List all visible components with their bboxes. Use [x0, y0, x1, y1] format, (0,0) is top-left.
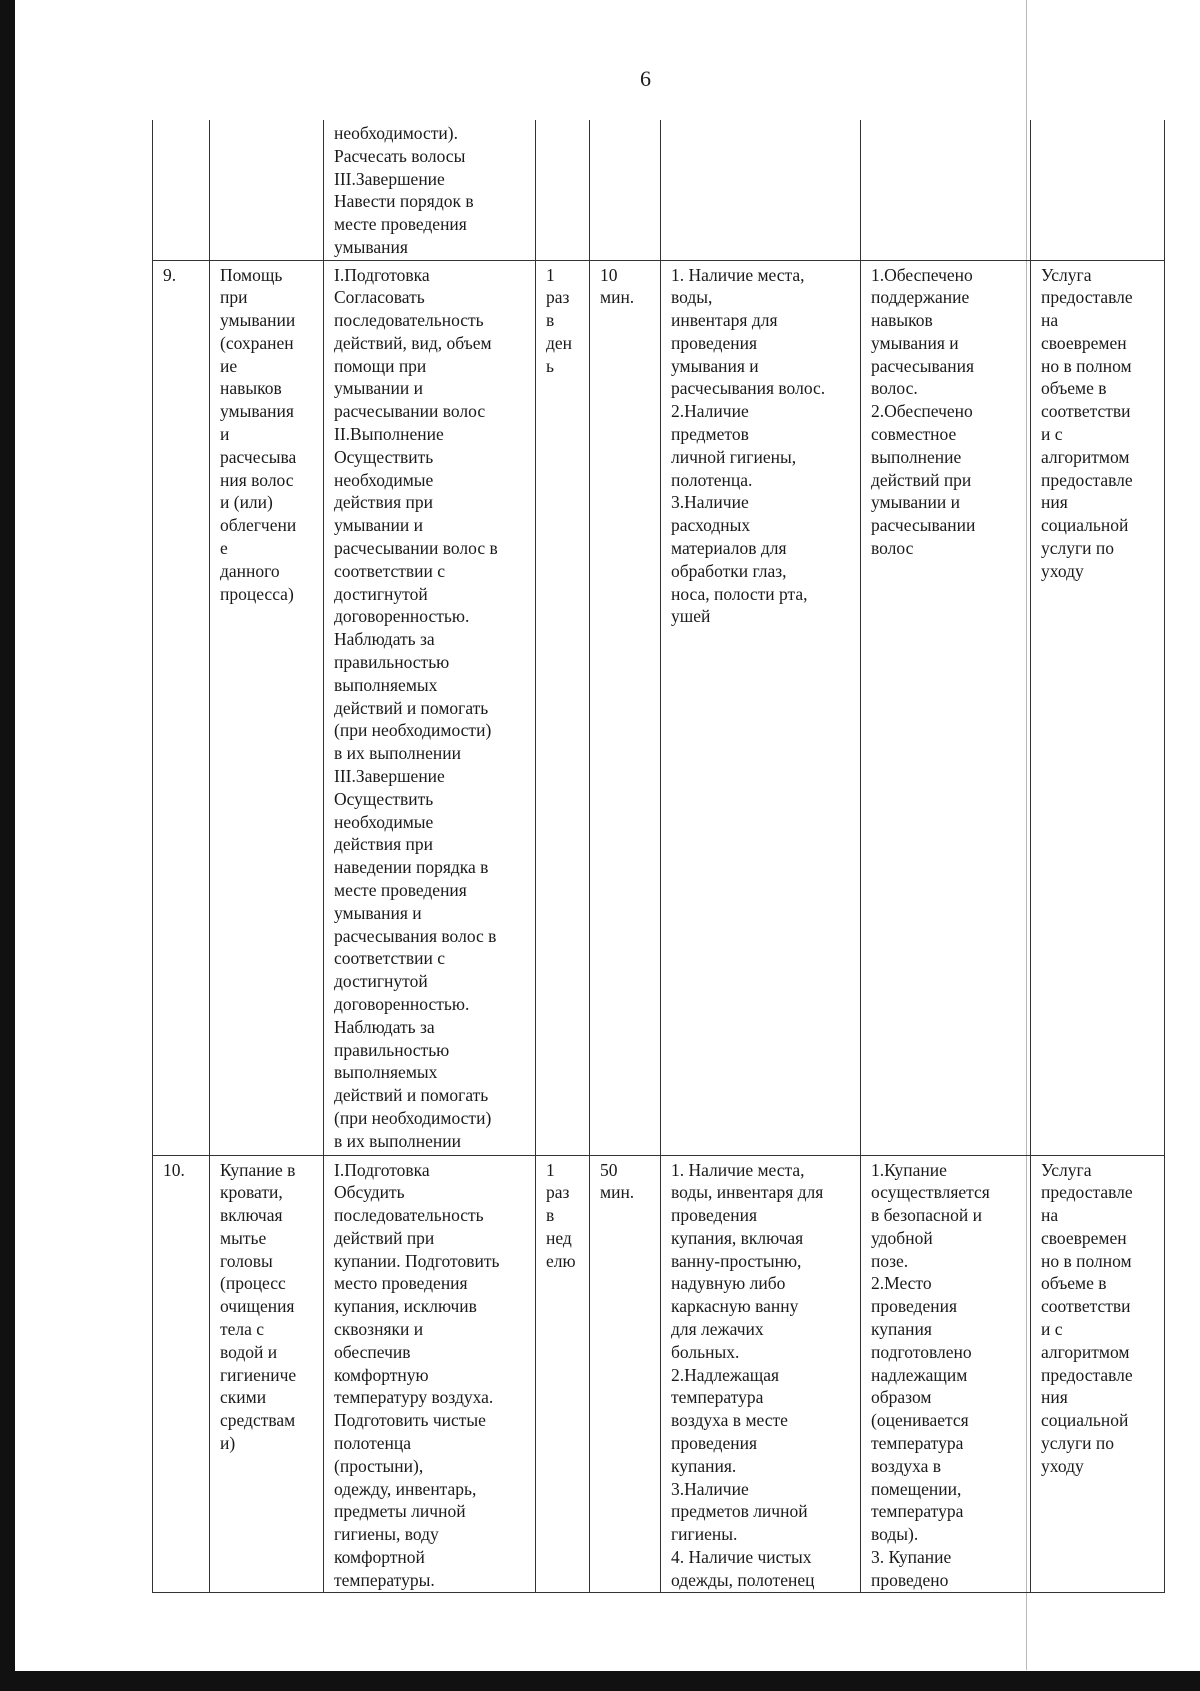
cell-conditions: 1. Наличие места, воды, инвентаря для проведения купания, включая ванну-простыню, надувную либо каркасную ванну для лежачих больных. 2.Надлежащая температура воздуха в месте проведения купания. 3.Наличие предметов личной гигиены. 4. Наличие чистых одежды, полотенец — [661, 1155, 861, 1592]
cell-frequency: 1 раз в нед елю — [536, 1155, 590, 1592]
cell-evaluation: Услуга предоставле на своевремен но в полном объеме в соответстви и с алгоритмом предоставле ния социальной услуги по уходу — [1031, 1155, 1165, 1592]
cell-conditions: 1. Наличие места, воды, инвентаря для проведения умывания и расчесывания волос. 2.Наличие предметов личной гигиены, полотенца. 3.Наличие расходных материалов для обработки глаз, носа, полости рта, ушей — [661, 260, 861, 1155]
cell-results — [861, 120, 1031, 260]
cell-evaluation — [1031, 120, 1165, 260]
scan-border-bottom — [0, 1671, 1200, 1691]
table-row-continuation — [153, 120, 1165, 260]
cell-name: Помощь при умывании (сохранен ие навыков умывания и расчесыва ния волос и (или) облегчени е данного процесса) — [210, 260, 324, 1155]
cell-num: 10. — [153, 1155, 210, 1592]
scan-border-left — [0, 0, 15, 1691]
table-row-service-10 — [153, 1155, 1165, 1592]
cell-steps: I.Подготовка Обсудить последовательность действий при купании. Подготовить место проведения купания, исключив сквозняки и обеспечив комфортную температуру воздуха. Подготовить чистые полотенца (простыни), одежду, инвентарь, предметы личной гигиены, воду комфортной температуры. — [324, 1155, 536, 1592]
cell-name: Купание в кровати, включая мытье головы (процесс очищения тела с водой и гигиениче скими средствам и) — [210, 1155, 324, 1592]
cell-evaluation: Услуга предоставле на своевремен но в полном объеме в соответстви и с алгоритмом предоставле ния социальной услуги по уходу — [1031, 260, 1165, 1155]
cell-duration: 10 мин. — [590, 260, 661, 1155]
cell-conditions — [661, 120, 861, 260]
services-table — [152, 120, 1165, 1593]
cell-results: 1.Купание осуществляется в безопасной и удобной позе. 2.Место проведения купания подготовлено надлежащим образом (оценивается температура воздуха в помещении, температура воды). 3. Купание проведено — [861, 1155, 1031, 1592]
cell-num: 9. — [153, 260, 210, 1155]
cell-duration — [590, 120, 661, 260]
cell-name — [210, 120, 324, 260]
cell-steps: необходимости). Расчесать волосы III.Завершение Навести порядок в месте проведения умывания — [324, 120, 536, 260]
cell-frequency — [536, 120, 590, 260]
cell-frequency: 1 раз в ден ь — [536, 260, 590, 1155]
page-number: 6 — [640, 66, 651, 91]
cell-steps: I.Подготовка Согласовать последовательность действий, вид, объем помощи при умывании и расчесывании волос II.Выполнение Осуществить необходимые действия при умывании и расчесывании волос в соответствии с достигнутой договоренностью. Наблюдать за правильностью выполняемых действий и помогать (при необходимости) в их выполнении III.Завершение Осуществить необходимые действия при наведении порядка в месте проведения умывания и расчесывания волос в соответствии с достигнутой договоренностью. Наблюдать за правильностью выполняемых действий и помогать (при необходимости) в их выполнении — [324, 260, 536, 1155]
table-row-service-9 — [153, 260, 1165, 1155]
cell-num — [153, 120, 210, 260]
cell-results: 1.Обеспечено поддержание навыков умывания и расчесывания волос. 2.Обеспечено совместное выполнение действий при умывании и расчесывании волос — [861, 260, 1031, 1155]
cell-duration: 50 мин. — [590, 1155, 661, 1592]
